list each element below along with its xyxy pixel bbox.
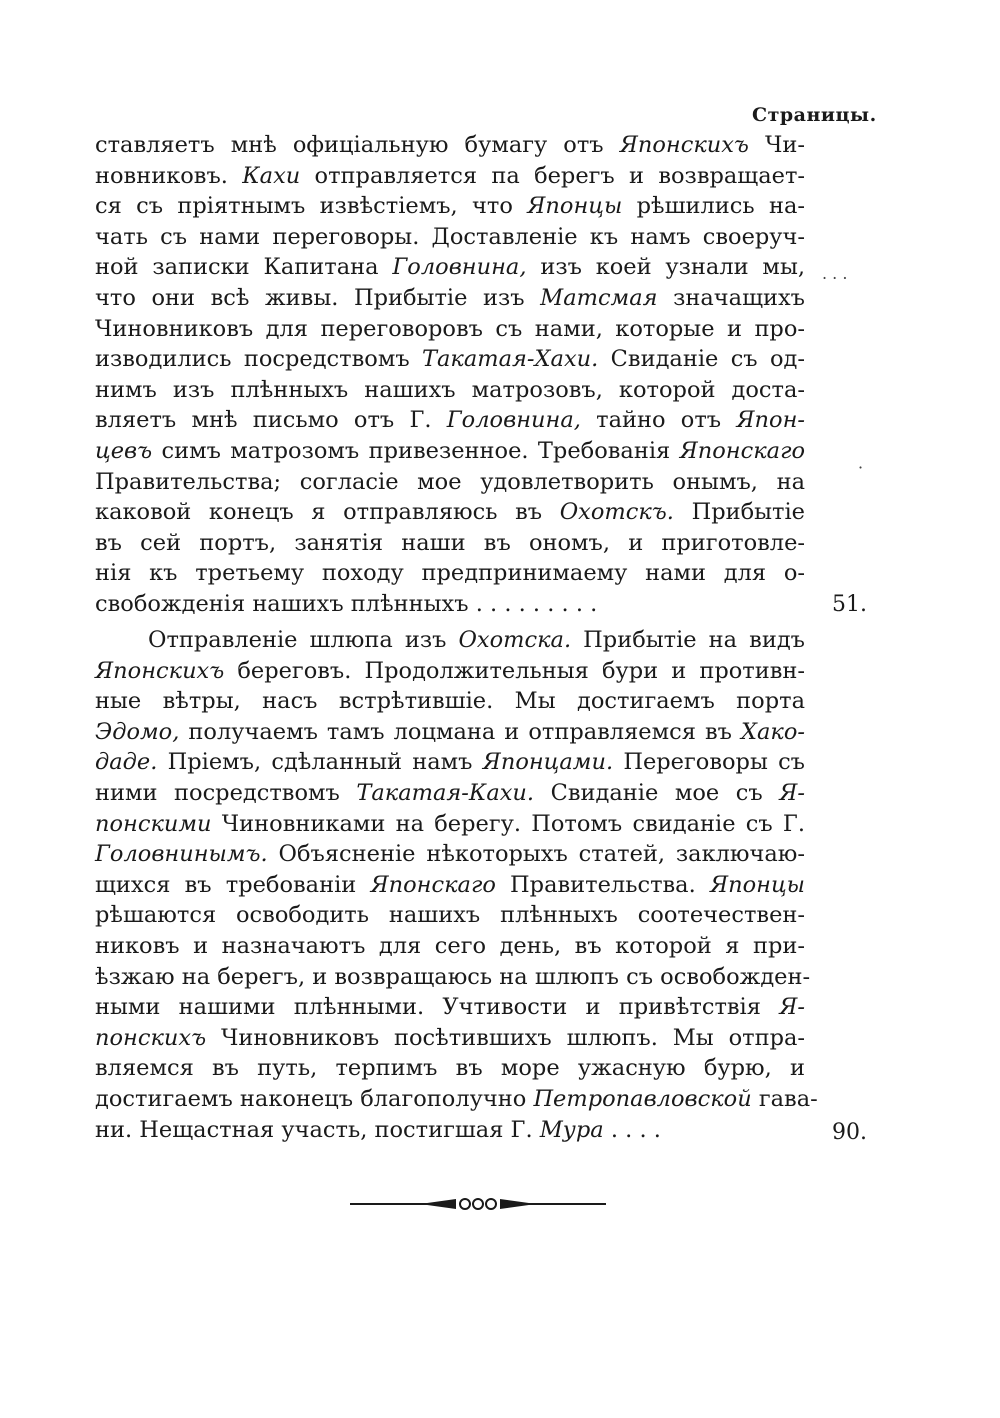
italic-run: Охотскъ. [559,499,674,526]
text-line [95,589,805,620]
text-run: значащихъ [657,284,805,311]
text-run: ными нашими плѣнными. Учтивости и привѣтствія [95,994,780,1021]
italic-run: Такатая-Кахи. [356,779,535,806]
text-run: Чиновниковъ посѣтившихъ шлюпъ. Мы отпра- [206,1024,805,1051]
italic-run: Японцы [527,193,623,220]
text-run: каковой конецъ я отправляюсь въ [95,499,560,526]
text-run: ни. Нещастная участь, постигшая Г. [95,1116,540,1143]
text-run: что они всѣ живы. Прибытіе изъ [95,284,541,311]
paragraph-2 [95,625,818,1145]
text-line [95,161,805,192]
italic-run: даде. [95,749,158,776]
text-run: Прибытіе на видъ [571,627,805,653]
italic-run: понскими [95,810,212,837]
text-run: новниковъ. [95,162,243,189]
italic-run: Эдомо, [95,718,180,745]
text-run: Свиданіе съ од- [598,346,805,373]
text-line [95,778,805,809]
italic-run: Японскаго [679,437,805,464]
text-line [95,1023,805,1054]
text-line [95,191,805,222]
text-run: Правительства. [495,871,710,898]
text-run: въ сей портъ, занятія наши въ ономъ, и приготовле- [95,529,805,556]
italic-run: Головнина, [392,254,527,281]
text-run: нія къ третьему походу предпринимаему нами для о- [95,560,805,587]
text-run: Свиданіе мое съ [534,779,780,806]
text-run: Отправленіе шлюпа изъ [148,627,459,653]
italic-run: Матсмая [540,284,658,311]
text-run: рѣшаются освободить нашихъ плѣнныхъ соотечествен- [95,902,805,929]
italic-run: Мура [539,1116,604,1143]
text-run: вляемся въ путь, терпимъ въ море ужасную бурю, и [95,1055,805,1082]
italic-run: Кахи [242,162,301,189]
text-line [95,931,805,962]
text-line [95,900,805,931]
text-line [95,656,805,687]
text-line [95,283,805,314]
italic-run: Японцы [709,871,805,898]
text-run: чать съ нами переговоры. Доставленіе къ намъ своеруч- [95,223,805,250]
text-line [95,809,805,840]
text-line [95,962,811,993]
text-line [95,528,805,559]
paragraph-2-lines [95,625,818,1145]
italic-run: Головнина, [446,407,581,434]
page-reference-90: 90. [832,1120,867,1145]
text-run: Переговоры съ [613,749,805,776]
text-run: вляетъ мнѣ письмо отъ Г. [95,407,447,434]
text-run: отправляется па берегъ и возвращает- [300,162,805,189]
text-run: получаемъ тамъ лоцмана и отправляемся въ [179,718,741,745]
text-line [95,375,805,406]
italic-run: Японскаго [370,871,496,898]
text-run: щихся въ требованіи [95,871,371,898]
text-run: Пріемъ, сдѣланный намъ [157,749,483,776]
text-line [95,717,805,748]
text-run: нимъ изъ плѣнныхъ нашихъ матрозовъ, которой доста- [95,376,805,403]
text-run: береговъ. Продолжительныя бури и противн- [224,657,805,684]
text-line [95,686,805,717]
margin-mark: . . . [822,264,848,283]
text-run: Чиновниковъ для переговоровъ съ нами, которые и про- [95,315,805,342]
page-reference-51: 51. [832,592,867,617]
text-run: ставляетъ мнѣ офиціальную бумагу отъ [95,132,620,158]
text-line [95,1053,805,1084]
margin-dot: · [858,458,864,477]
column-header: Страницы. [752,104,877,126]
text-run: гава- [751,1085,818,1112]
italic-run: Я- [779,994,805,1021]
text-line [95,747,805,778]
text-run: ѣзжаю на берегъ, и возвращаюсь на шлюпъ съ освобожден- [95,963,811,990]
text-run: Прибытіе [673,499,805,526]
text-line [95,252,805,283]
text-run: никовъ и назначаютъ для сего день, въ которой я при- [95,932,805,959]
text-run: рѣшились на- [622,193,805,220]
text-line [95,130,805,161]
italic-run: Япон- [736,407,805,434]
italic-run: Петропавловской [533,1085,752,1112]
text-run: ними посредствомъ [95,779,357,806]
text-line [95,1084,818,1115]
text-line [95,625,805,656]
italic-run: цевъ [95,437,153,464]
text-run: Чиновниками на берегу. Потомъ свиданіе съ Г. [211,810,805,837]
paragraph-1 [95,130,805,620]
text-line [95,222,805,253]
text-line [95,1115,805,1146]
text-run: ной записки Капитана [95,254,393,281]
italic-run: Такатая-Хахи. [422,346,599,373]
text-line [95,314,805,345]
text-line [95,497,805,528]
italic-run: понскихъ [95,1024,207,1051]
text-line [95,992,805,1023]
text-line [95,467,805,498]
text-line [95,558,805,589]
text-line [95,839,805,870]
closing-ornament [350,1194,606,1214]
text-run: Правительства; согласіе мое удовлетворить онымъ, на [95,468,805,495]
text-run: симъ матрозомъ привезенное. Требованія [152,437,680,464]
text-line [95,870,805,901]
text-run: . . . . [603,1116,661,1143]
text-line [95,405,805,436]
text-run: тайно отъ [580,407,737,434]
text-run: Чи- [748,132,805,158]
text-run: изъ коей узнали мы, [526,254,805,281]
text-run: изводились посредствомъ [95,346,423,373]
text-run: достигаемъ наконецъ благополучно [95,1085,534,1112]
italic-run: Японцами. [482,749,614,776]
text-run: ся съ пріятнымъ извѣстіемъ, что [95,193,528,220]
paragraph-1-lines [95,130,805,620]
italic-run: Охотска. [458,627,572,653]
italic-run: Японскихъ [619,132,749,158]
italic-run: Хако- [740,718,805,745]
text-run: свобожденія нашихъ плѣнныхъ . . . . . . . . . [95,590,598,617]
text-run: Объясненіе нѣкоторыхъ статей, заключаю- [267,841,805,868]
italic-run: Японскихъ [95,657,225,684]
text-line [95,344,805,375]
italic-run: Я- [779,779,805,806]
text-line [95,436,805,467]
text-run: ные вѣтры, насъ встрѣтившіе. Мы достигаемъ порта [95,688,805,715]
italic-run: Головнинымъ. [95,841,268,868]
